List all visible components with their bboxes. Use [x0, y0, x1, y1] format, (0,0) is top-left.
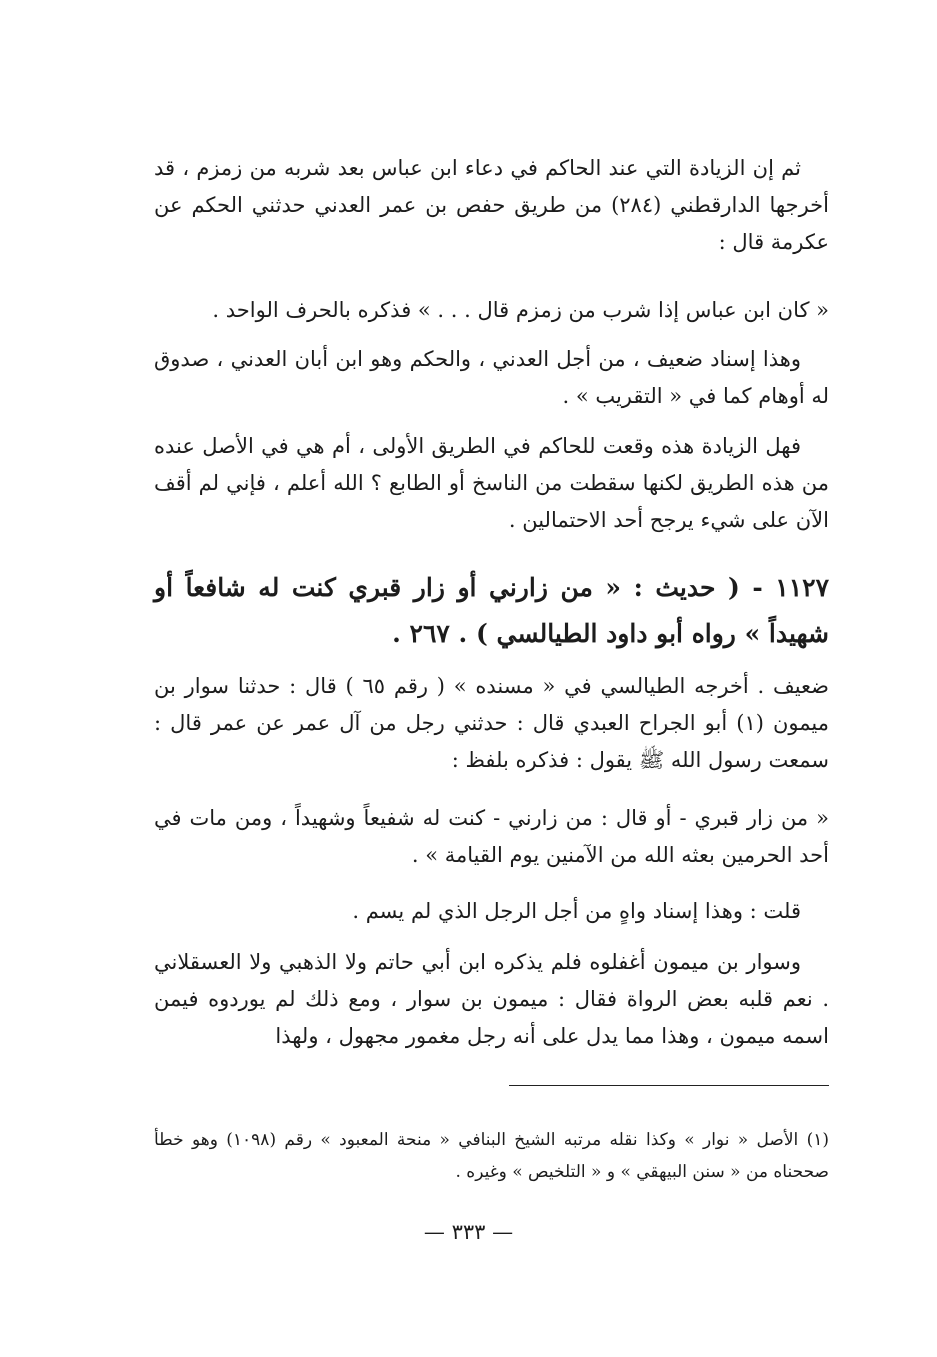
- paragraph-daraqutni: ثم إن الزيادة التي عند الحاكم في دعاء ابن عباس بعد شربه من زمزم ، قد أخرجها الدارقطني (٢٨٤) من طريق حفص بن عمر العدني حدثني الحكم عن عكرمة قال :: [154, 156, 829, 254]
- footnote-separator: [509, 1085, 829, 1086]
- quote-hadith-text: « من زار قبري - أو قال : من زارني - كنت له شفيعاً وشهيداً ، ومن مات في أحد الحرمين بعثه الله من الآمنين يوم القيامة » .: [154, 806, 829, 867]
- page-number: — ٣٣٣ —: [423, 1220, 514, 1244]
- footnote-1: (١) الأصل « نوار » وكذا نقله مرتبه الشيخ البنافي « منحة المعبود » رقم (١٠٩٨) وهو خطأ صححناه من « سنن البيهقي » و « التلخيص » وغيره .: [154, 1130, 829, 1182]
- quote-ibn-abbas: « كان ابن عباس إذا شرب من زمزم قال . . . » فذكره بالحرف الواحد .: [212, 298, 829, 322]
- paragraph-takhrij: ضعيف . أخرجه الطيالسي في « مسنده » ( رقم ٦٥ ) قال : حدثنا سوار بن ميمون (١) أبو الجراح العبدي قال : حدثني رجل من آل عمر عن عمر قال : سمعت رسول الله ﷺ يقول : فذكره بلفظ :: [154, 674, 829, 772]
- paragraph-qultu: قلت : وهذا إسناد واهٍ من أجل الرجل الذي لم يسم .: [352, 899, 801, 923]
- paragraph-sawwar: وسوار بن ميمون أغفلوه فلم يذكره ابن أبي حاتم ولا الذهبي ولا العسقلاني . نعم قلبه بعض الرواة فقال : ميمون بن سوار ، ومع ذلك لم يوردوه فيمن اسمه ميمون ، وهذا مما يدل على أنه رجل مغمور مجهول ، ولهذا: [154, 950, 829, 1048]
- hadith-heading: ١١٢٧ - ( حديث : « من زارني أو زار قبري كنت له شافعاً أو شهيداً » رواه أبو داود الطيالسي ) . ٢٦٧ .: [154, 573, 829, 648]
- paragraph-question: فهل الزيادة هذه وقعت للحاكم في الطريق الأولى ، أم هي في الأصل عنده من هذه الطريق لكنها سقطت من الناسخ أو الطابع ؟ الله أعلم ، فإني لم أقف الآن على شيء يرجح أحد الاحتمالين .: [154, 434, 829, 532]
- paragraph-isnad-weak: وهذا إسناد ضعيف ، من أجل العدني ، والحكم وهو ابن أبان العدني ، صدوق له أوهام كما في « التقريب » .: [154, 347, 829, 408]
